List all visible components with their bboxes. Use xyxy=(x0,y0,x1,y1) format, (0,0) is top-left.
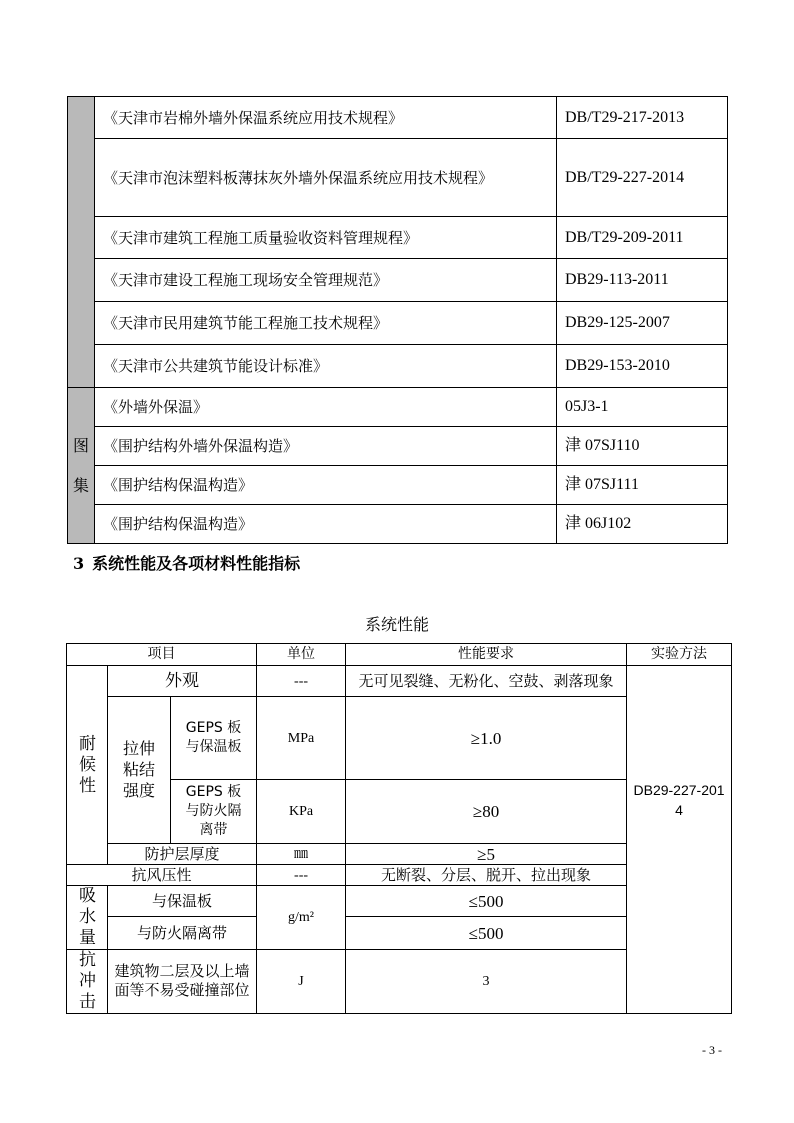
wind-unit: --- xyxy=(257,865,346,886)
absorption-unit: g/m² xyxy=(257,886,346,950)
standard-code: DB/T29-217-2013 xyxy=(557,97,728,139)
bond-label: 拉伸粘结强度 xyxy=(122,739,155,800)
page-number: - 3 - xyxy=(702,1043,722,1057)
standard-name: 《天津市泡沫塑料板薄抹灰外墙外保温系统应用技术规程》 xyxy=(95,139,557,217)
absorption-b-label: 与防火隔离带 xyxy=(108,917,257,950)
appearance-label: 外观 xyxy=(108,666,257,697)
standard-name: 《天津市岩棉外墙外保温系统应用技术规程》 xyxy=(95,97,557,139)
header-item: 项目 xyxy=(67,644,257,666)
atlas-name: 《围护结构保温构造》 xyxy=(95,505,557,544)
standard-code: DB29-113-2011 xyxy=(557,259,728,302)
performance-table xyxy=(66,643,732,1014)
bond-a-unit: MPa xyxy=(257,697,346,780)
impact-label: 抗冲击 xyxy=(79,950,96,1012)
thickness-unit: ㎜ xyxy=(257,844,346,865)
standard-code: DB29-125-2007 xyxy=(557,302,728,345)
bond-a-requirement: ≥1.0 xyxy=(346,697,627,780)
bond-b-unit: KPa xyxy=(257,780,346,844)
absorption-label-cell xyxy=(67,886,108,950)
bond-b-label: GEPS 板与防火隔离带 xyxy=(185,784,242,838)
standards-table xyxy=(67,96,728,544)
thickness-requirement: ≥5 xyxy=(346,844,627,865)
method-cell xyxy=(627,666,732,1014)
atlas-code: 津 07SJ111 xyxy=(557,466,728,505)
table-row xyxy=(67,666,732,697)
thickness-label: 防护层厚度 xyxy=(108,844,257,865)
impact-requirement: 3 xyxy=(346,950,627,1014)
durability-label: 耐候性 xyxy=(79,733,96,796)
durability-label-cell xyxy=(67,666,108,865)
bond-b-requirement: ≥80 xyxy=(346,780,627,844)
header-requirement: 性能要求 xyxy=(346,644,627,666)
bond-a-label: GEPS 板与保温板 xyxy=(185,720,242,755)
wind-label: 抗风压性 xyxy=(67,865,257,886)
section-heading xyxy=(73,551,300,574)
atlas-code: 05J3-1 xyxy=(557,388,728,427)
atlas-code: 津 07SJ110 xyxy=(557,427,728,466)
atlas-name: 《围护结构保温构造》 xyxy=(95,466,557,505)
absorption-a-label: 与保温板 xyxy=(108,886,257,917)
impact-label-cell xyxy=(67,950,108,1014)
standard-name: 《天津市公共建筑节能设计标准》 xyxy=(95,345,557,388)
standard-code: DB/T29-227-2014 xyxy=(557,139,728,217)
absorption-a-requirement: ≤500 xyxy=(346,886,627,917)
atlas-code: 津 06J102 xyxy=(557,505,728,544)
standard-code: DB/T29-209-2011 xyxy=(557,217,728,259)
bond-label-cell xyxy=(108,697,171,844)
header-row xyxy=(67,644,732,666)
bond-b-label-cell xyxy=(171,780,257,844)
wind-requirement: 无断裂、分层、脱开、拉出现象 xyxy=(346,865,627,886)
impact-sub-label: 建筑物二层及以上墙面等不易受碰撞部位 xyxy=(114,962,250,999)
section-number: 3 xyxy=(73,554,85,573)
standard-name: 《天津市建设工程施工现场安全管理规范》 xyxy=(95,259,557,302)
method-value: DB29-227-2014 xyxy=(633,782,725,818)
table-caption: 系统性能 xyxy=(364,615,429,634)
atlas-name: 《围护结构外墙外保温构造》 xyxy=(95,427,557,466)
header-method: 实验方法 xyxy=(627,644,732,666)
absorption-b-requirement: ≤500 xyxy=(346,917,627,950)
standard-name: 《天津市民用建筑节能工程施工技术规程》 xyxy=(95,302,557,345)
appearance-unit: --- xyxy=(257,666,346,697)
absorption-label: 吸水量 xyxy=(79,886,96,948)
impact-unit: J xyxy=(257,950,346,1014)
standard-code: DB29-153-2010 xyxy=(557,345,728,388)
standard-name: 《天津市建筑工程施工质量验收资料管理规程》 xyxy=(95,217,557,259)
atlas-category-cell xyxy=(68,388,95,544)
standards-category-cell xyxy=(68,97,95,388)
header-unit: 单位 xyxy=(257,644,346,666)
bond-a-label-cell xyxy=(171,697,257,780)
section-title: 系统性能及各项材料性能指标 xyxy=(92,554,301,573)
atlas-category-label: 图集 xyxy=(73,435,90,495)
atlas-name: 《外墙外保温》 xyxy=(95,388,557,427)
impact-sub-cell xyxy=(108,950,257,1014)
appearance-requirement: 无可见裂缝、无粉化、空鼓、剥落现象 xyxy=(346,666,627,697)
